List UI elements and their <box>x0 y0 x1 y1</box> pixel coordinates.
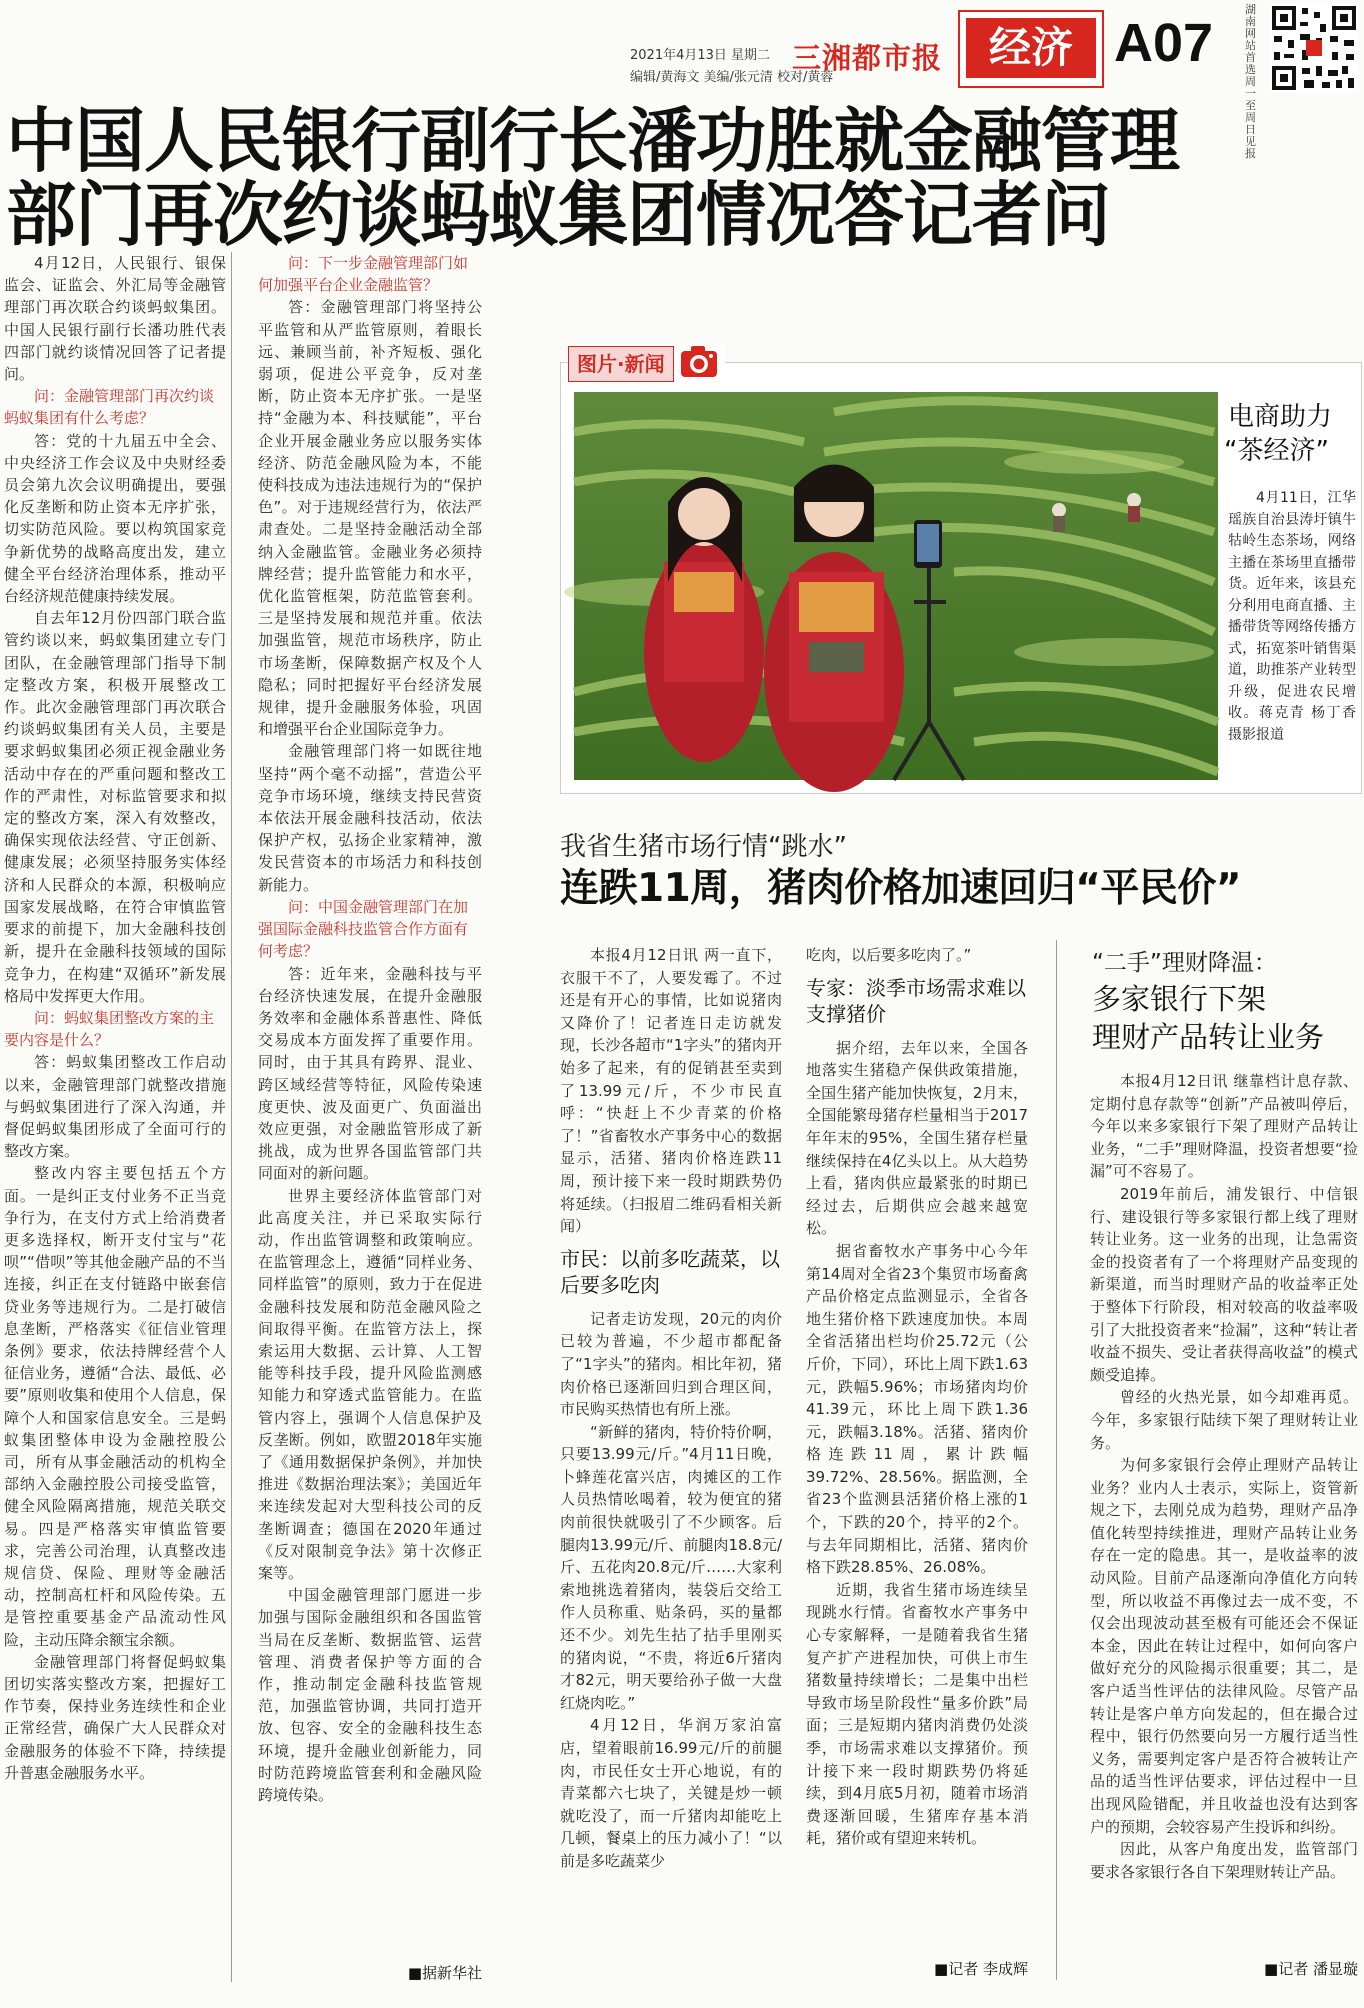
paragraph: 因此，从客户角度出发，监管部门要求各家银行各自下架理财转让产品。 <box>1090 1840 1358 1881</box>
date-line: 2021年4月13日 星期二 <box>630 48 771 63</box>
finance-kicker: “二手”理财降温： <box>1092 950 1277 976</box>
question: 问：下一步金融管理部门如何加强平台企业金融监管？ <box>258 254 469 295</box>
paragraph: 据介绍，去年以来，全国各地落实生猪稳产保供政策措施，全国生猪产能加快恢复，2月末，全国能繁母猪存栏量相当于2017年年末的95%，全国生猪存栏量继续保持在4亿头以上。从大趋势上看，猪肉供应最紧张的时期已经过去，后期供应会越来越宽松。 <box>806 1038 1028 1238</box>
photo-title-line1: 电商助力 <box>1228 402 1333 432</box>
side-text: 湖南网站首选 周一至周日见报 <box>1245 3 1256 160</box>
pork-headline: 连跌11周，猪肉价格加速回归“平民价” <box>560 866 1242 911</box>
pork-kicker: 我省生猪市场行情“跳水” <box>560 832 847 862</box>
paragraph: 自去年12月份四部门联合监管约谈以来，蚂蚁集团建立专门团队，在金融管理部门指导下制定整改方案，积极开展整改工作。此次金融管理部门再次联合约谈蚂蚁集团有关人员，主要是要求蚂蚁集团必须正视金融业务活动中存在的严重问题和整改工作的严肃性，对标监管要求和拟定的整改方案，深入有效整改，确保实现依法经营、守正创新、健康发展；必须坚持服务实体经济和人民群众的本源，积极响应国家发展战略，在符合审慎监管要求的前提下，加大金融科技创新，提升在金融科技领域的国际竞争力，在构建“双循环”新发展格局中发挥更大作用。 <box>4 609 226 1005</box>
finance-article-body <box>1090 1070 1358 1958</box>
section-box <box>958 10 1104 88</box>
subheading: 市民：以前多吃蔬菜，以后要多吃肉 <box>560 1246 780 1297</box>
pboc-article-col2 <box>258 252 482 1960</box>
paragraph: 曾经的火热光景，如今却难再觅。今年，多家银行陆续下架了理财转让业务。 <box>1090 1388 1358 1452</box>
qr-code[interactable] <box>1270 4 1358 92</box>
pork-article-col2 <box>806 944 1028 1954</box>
paragraph: 近期，我省生猪市场连续呈现跳水行情。省畜牧水产事务中心专家解释，一是随着我省生猪复产扩产进程加快，可供上市生猪数量持续增长；二是集中出栏导致市场呈阶段性“量多价跌”局面；三是短期内猪肉消费仍处淡季，市场需求难以支撑猪价。预计接下来一段时期跌势仍将延续，到4月底5月初，随着市场消费逐渐回暖，生猪库存基本消耗，猪价或有望迎来转机。 <box>806 1580 1028 1848</box>
paragraph: 吃肉，以后要多吃肉了。” <box>806 946 972 964</box>
photo-news-label-text: 图片·新闻 <box>568 346 674 382</box>
pboc-credit: ■据新华社 <box>407 1964 482 1982</box>
column-rule <box>1056 940 1057 1980</box>
question: 问：蚂蚁集团整改方案的主要内容是什么？ <box>4 1008 215 1050</box>
paragraph: 中国金融管理部门愿进一步加强与国际金融组织和各国监管当局在反垄断、数据监管、运营管理、消费者保护等方面的合作，推动制定金融科技监管规范，加强监管协调，共同打造开放、包容、安全的金融科技生态环境，提升金融业创新能力，同时防范跨境监管套利和金融风险跨境传染。 <box>258 1586 482 1805</box>
main-title-line1: 中国人民银行副行长潘功胜就金融管理 <box>6 100 1179 182</box>
paragraph: 本报4月12日讯 两一直下，衣服干不了，人要发霉了。不过还是有开心的事情，比如说猪肉又降价了！记者连日走访就发现，长沙各超市“1字头”的猪肉开始多了起来，有的促销甚至卖到了13.99元/斤，不少市民直呼：“快赶上不少青菜的价格了！”省畜牧水产事务中心的数据显示，活猪、猪肉价格连跌11周，预计接下来一段时期跌势仍将延续。（扫报眉二维码看相关新闻） <box>560 946 782 1236</box>
photo-news-label <box>568 344 725 384</box>
section-label: 经济 <box>966 18 1096 78</box>
paragraph: 记者走访发现，20元的肉价已较为普遍，不少超市都配备了“1字头”的猪肉。相比年初，猪肉价格已逐渐回归到合理区间，市民购买热情也有所上涨。 <box>560 1309 782 1419</box>
finance-headline-line2: 理财产品转让业务 <box>1092 1020 1325 1054</box>
paragraph: 为何多家银行会停止理财产品转让业务？业内人士表示，实际上，资管新规之下，去刚兑成为趋势，理财产品净值化转型持续推进，理财产品转让业务存在一定的隐患。其一，是收益率的波动风险。目前产品逐渐向净值化方向转型，所以收益不再像过去一成不变，不仅会出现波动甚至极有可能还会不保证本金，因此在转让过程中，如何向客户做好充分的风险揭示很重要；其二，是客户适当性评估的法律风险。尽管产品转让是客户单方向发起的，但在撮合过程中，银行仍然要向另一方履行适当性义务，需要判定客户是否符合被转让产品的适当性评估要求，评估过程中一旦出现风险错配，并且收益也没有达到客户的预期，会较容易产生投诉和纠纷。 <box>1090 1456 1358 1836</box>
pboc-article-col1 <box>4 252 226 1982</box>
paragraph: 金融管理部门将一如既往地坚持“两个毫不动摇”，营造公平竞争市场环境，继续支持民营资本依法开展金融科技活动，依法保护产权，弘扬企业家精神，激发民营资本的市场活力和科技创新能力。 <box>258 742 482 894</box>
paper-logo: 三湘都市报 <box>792 41 943 75</box>
paragraph: 整改内容主要包括五个方面。一是纠正支付业务不正当竞争行为，在支付方式上给消费者更多选择权，断开支付宝与“花呗”“借呗”等其他金融产品的不当连接，纠正在支付链路中嵌套信贷业务等违规行为。二是打破信息垄断，严格落实《征信业管理条例》要求，依法持牌经营个人征信业务，遵循“合法、最低、必要”原则收集和使用个人信息，保障个人和国家信息安全。三是蚂蚁集团整体申设为金融控股公司，所有从事金融活动的机构全部纳入金融控股公司接受监管，健全风险隔离措施，规范关联交易。四是严格落实审慎监管要求，完善公司治理，认真整改违规信贷、保险、理财等金融活动，控制高杠杆和风险传染。五是管控重要基金产品流动性风险，主动压降余额宝余额。 <box>4 1164 226 1649</box>
paragraph: 金融管理部门将督促蚂蚁集团切实落实整改方案，把握好工作节奏，保持业务连续性和企业正常经营，确保广大人民群众对金融服务的体验不下降，持续提升普惠金融服务水平。 <box>4 1652 226 1782</box>
pork-article-col1 <box>560 944 782 1979</box>
paragraph: 世界主要经济体监管部门对此高度关注，并已采取实际行动，作出监管调整和政策响应。在监管理念上，遵循“同样业务、同样监管”的原则，致力于在促进金融科技发展和防范金融风险之间取得平衡。在监管方法上，探索运用大数据、云计算、人工智能等科技手段，提升风险监测感知能力和穿透式监管能力。在监管内容上，强调个人信息保护及反垄断。例如，欧盟2018年实施了《通用数据保护条例》，并加快推进《数据治理法案》；美国近年来连续发起对大型科技公司的反垄断调查；德国在2020年通过《反对限制竞争法》第十次修正案等。 <box>258 1186 482 1582</box>
paragraph: 答：党的十九届五中全会、中央经济工作会议及中央财经委员会第九次会议明确提出，要强化反垄断和防止资本无序扩张，切实防范风险。要以构筑国家竞争新优势的战略高度出发，建立健全平台经济治理体系，推动平台经济规范健康持续发展。 <box>4 431 226 606</box>
question: 问：金融管理部门再次约谈蚂蚁集团有什么考虑？ <box>4 387 215 428</box>
paragraph: 4月12日，华润万家泊富店，望着眼前16.99元/斤的前腿肉，市民任女士开心地说，有的青菜都六七块了，关键是炒一顿就吃没了，而一斤猪肉却能吃上几顿，餐桌上的压力减小了！“以前是多吃蔬菜少 <box>560 1716 782 1870</box>
paragraph: 2019年前后，浦发银行、中信银行、建设银行等多家银行都上线了理财转让业务。这一业务的出现，让急需资金的投资者有了一个将理财产品变现的新渠道，而当时理财产品的收益率正处于整体下行阶段，相对较高的收益率吸引了大批投资者来“捡漏”，这种“转让者收益不损失、受让者获得高收益”的模式颇受追捧。 <box>1090 1184 1358 1384</box>
camera-icon <box>679 344 719 384</box>
main-title-line2: 部门再次约谈蚂蚁集团情况答记者问 <box>6 174 1110 256</box>
paragraph: 本报4月12日讯 继靠档计息存款、定期付息存款等“创新”产品被叫停后，今年以来多家银行下架了理财产品转让业务，“二手”理财降温，投资者想要“捡漏”可不容易了。 <box>1090 1072 1358 1181</box>
paragraph: “新鲜的猪肉，特价特价啊，只要13.99元/斤。”4月11日晚，卜蜂莲花富兴店，肉摊区的工作人员热情吆喝着，较为便宜的猪肉前很快就吸引了不少顾客。后腿肉13.99元/斤、前腿肉18.8元/斤、五花肉20.8元/斤……大家利索地挑选着猪肉，装袋后交给工作人员称重、贴条码，买的量都还不少。刘先生拈了拈手里刚买的猪肉说，“不贵，将近6斤猪肉才82元，明天要给孙子做一大盘红烧肉吃。” <box>560 1422 782 1712</box>
paragraph: 答：近年来，金融科技与平台经济快速发展，在提升金融服务效率和金融体系普惠性、降低交易成本方面发挥了重要作用。同时，由于其具有跨界、混业、跨区域经营等特征，风险传染速度更快、波及面更广、负面溢出效应更强，对金融监管形成了新挑战，成为世界各国监管部门共同面对的新问题。 <box>258 964 482 1183</box>
photo-caption: 4月11日，江华瑶族自治县涛圩镇牛牯岭生态茶场，网络主播在茶场里直播带货。近年来，该县充分利用电商直播、主播带货等网络传播方式，拓宽茶叶销售渠道，助推茶产业转型升级，促进农民增收。蒋克青 杨丁香 摄影报道 <box>1228 490 1356 743</box>
subheading: 专家：淡季市场需求难以支撑猪价 <box>806 975 1026 1026</box>
staff-line: 编辑/黄海文 美编/张元清 校对/黄蓉 <box>630 70 834 85</box>
finance-headline-line1: 多家银行下架 <box>1092 982 1267 1016</box>
column-rule <box>231 252 232 1982</box>
pork-credit: ■记者 李成辉 <box>934 1960 1028 1978</box>
finance-credit: ■记者 潘显璇 <box>1264 1960 1358 1978</box>
paragraph: 4月12日，人民银行、银保监会、证监会、外汇局等金融管理部门再次联合约谈蚂蚁集团。中国人民银行副行长潘功胜代表四部门就约谈情况回答了记者提问。 <box>4 254 226 384</box>
page-number: A07 <box>1114 13 1214 73</box>
paragraph: 据省畜牧水产事务中心今年第14周对全省23个集贸市场畜禽产品价格定点监测显示，全省各地生猪价格下跌速度加快。本周全省活猪出栏均价25.72元（公斤价，下同），环比上周下跌1.63元，跌幅5.96%；市场猪肉均价41.39元，环比上周下跌1.36元，跌幅3.18%。活猪、猪肉价格连跌11周，累计跌幅39.72%、28.56%。据监测，全省23个监测县活猪价格上涨的1个，下跌的20个，持平的2个。与去年同期相比，活猪、猪肉价格下跌28.85%、26.08%。 <box>806 1241 1028 1577</box>
photo-title-line2: “茶经济” <box>1224 436 1329 466</box>
question: 问：中国金融管理部门在加强国际金融科技监管合作方面有何考虑？ <box>258 897 469 961</box>
tea-photo <box>574 392 1218 780</box>
paragraph: 答：金融管理部门将坚持公平监管和从严监管原则，着眼长远、兼顾当前，补齐短板、强化弱项，促进公平竞争，反对垄断，防止资本无序扩张。一是坚持“金融为本、科技赋能”，平台企业开展金融业务应以服务实体经济、防范金融风险为本，不能使科技成为违法违规行为的“保护色”。对于违规经营行为，依法严肃查处。二是坚持金融活动全部纳入金融监管。金融业务必须持牌经营；提升监管能力和水平，优化监管框架，防范监管套利。三是坚持发展和规范并重。依法加强监管，规范市场秩序，防止市场垄断，保障数据产权及个人隐私；同时把握好平台经济发展规律，提升金融服务体验，巩固和增强平台企业国际竞争力。 <box>258 298 482 739</box>
paragraph: 答：蚂蚁集团整改工作启动以来，金融管理部门就整改措施与蚂蚁集团进行了深入沟通，并督促蚂蚁集团形成了全面可行的整改方案。 <box>4 1053 226 1161</box>
